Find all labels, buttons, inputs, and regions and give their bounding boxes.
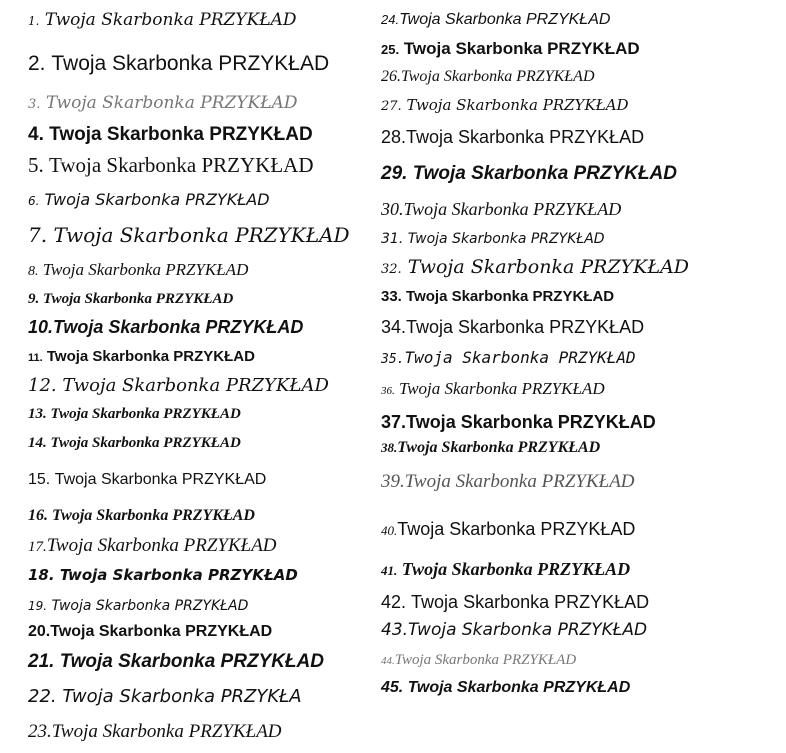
sample-text: Twoja Skarbonka PRZYKŁAD	[53, 317, 304, 337]
sample-row-16	[28, 508, 255, 524]
sample-number: 45.	[381, 679, 404, 696]
sample-row-29	[381, 164, 677, 183]
sample-number: 7.	[28, 223, 48, 247]
sample-number: 17.	[28, 539, 47, 555]
sample-row-20	[28, 624, 272, 640]
sample-number: 3.	[28, 97, 41, 112]
sample-text: Twoja Skarbonka PRZYKŁAD	[50, 623, 273, 640]
sample-row-17	[28, 536, 277, 555]
sample-number: 35.	[381, 352, 405, 367]
sample-text: Twoja Skarbonka PRZYKŁAD	[397, 519, 636, 539]
sample-row-12	[28, 377, 329, 395]
sample-row-9	[28, 292, 233, 307]
sample-row-25	[381, 40, 640, 57]
sample-number: 8.	[28, 264, 39, 279]
sample-number: 33.	[381, 288, 402, 305]
sample-text: Twoja Skarbonka PRZYKŁAD	[49, 153, 314, 177]
sample-row-8	[28, 261, 248, 279]
sample-text: Twoja Skarbonka PRZYKŁAD	[43, 291, 234, 307]
sample-row-40	[381, 520, 635, 538]
sample-text: Twoja Skarbonka PRZYKŁAD	[59, 566, 298, 584]
sample-number: 19.	[28, 599, 48, 613]
sample-number: 22.	[28, 686, 57, 707]
sample-number: 40.	[381, 523, 398, 538]
sample-text: Twoja Skarbonka PRZYKŁAD	[399, 11, 611, 28]
sample-number: 28.	[381, 127, 407, 147]
sample-number: 11.	[28, 352, 43, 364]
sample-number: 4.	[28, 124, 44, 145]
sample-row-11	[28, 349, 255, 364]
sample-number: 25.	[381, 42, 400, 57]
sample-text: Twoja Skarbonka PRZYKŁAD	[46, 348, 255, 365]
sample-row-28	[381, 128, 644, 146]
sample-number: 5.	[28, 153, 44, 177]
sample-text: Twoja Skarbonka PRZYKŁAD	[412, 163, 677, 184]
sample-row-43	[381, 622, 647, 639]
sample-number: 6.	[28, 194, 40, 208]
sample-text: Twoja Skarbonka PRZYKŁAD	[406, 288, 615, 305]
sample-number: 32.	[381, 262, 402, 277]
sample-row-19	[28, 599, 248, 613]
sample-row-14	[28, 436, 241, 451]
sample-row-26	[381, 69, 595, 85]
sample-text: Twoja Skarbonka PRZYKŁAD	[404, 348, 636, 367]
sample-text: Twoja Skarbonka PRZYKŁAD	[53, 223, 350, 247]
sample-number: 43.	[381, 620, 409, 640]
sample-text: Twoja Skarbonka PRZYKŁAD	[403, 39, 640, 58]
sample-row-27	[381, 98, 629, 113]
sample-row-10	[28, 318, 303, 336]
sample-text: Twoja Skarbonka PRZYKŁAD	[399, 379, 605, 398]
sample-text: Twoja Skarbonka PRZYKŁAD	[54, 471, 267, 488]
sample-number: 9.	[28, 291, 40, 307]
sample-text: Twoja Skarbonka PRZYKŁAD	[407, 231, 605, 247]
sample-row-38	[381, 440, 600, 456]
sample-row-37	[381, 413, 656, 431]
sample-row-42	[381, 593, 649, 611]
sample-text: Twoja Skarbonka PRZYKŁAD	[51, 598, 249, 614]
sample-number: 21.	[28, 651, 55, 672]
sample-row-34	[381, 318, 644, 336]
sample-number: 23.	[28, 721, 52, 742]
sample-row-31	[381, 232, 605, 246]
sample-number: 16.	[28, 507, 48, 524]
sample-row-32	[381, 258, 689, 277]
sample-number: 41.	[381, 563, 398, 578]
sample-row-45	[381, 680, 630, 696]
sample-text: Twoja Skarbonka PRZYKŁAD	[404, 471, 635, 492]
sample-text: Twoja Skarbonka PRZYKŁAD	[51, 52, 330, 75]
sample-number: 18.	[28, 566, 55, 584]
sample-row-13	[28, 407, 241, 422]
sample-text: Twoja Skarbonka PRZYKŁAD	[408, 620, 648, 640]
sample-row-44	[381, 653, 576, 668]
sample-number: 14.	[28, 435, 47, 451]
sample-number: 42.	[381, 592, 407, 612]
sample-row-39	[381, 472, 635, 491]
sample-row-24	[381, 12, 610, 28]
sample-row-21	[28, 652, 324, 671]
sample-text: Twoja Skarbonka PRZYKŁAD	[59, 651, 324, 672]
sample-number: 10.	[28, 317, 54, 337]
sample-text: Twoja Skarbonka PRZYKŁAD	[50, 406, 241, 422]
sample-text: Twoja Skarbonka PRZYKŁAD	[401, 559, 631, 579]
sample-text: Twoja Skarbonka PRZYKŁAD	[401, 68, 595, 85]
sample-text: Twoja Skarbonka PRZYKŁAD	[44, 190, 270, 209]
sample-text: Twoja Skarbonka PRZYKŁAD	[42, 260, 249, 279]
sample-row-7	[28, 225, 350, 245]
sample-row-22	[28, 688, 302, 706]
sample-number: 31.	[381, 231, 404, 247]
sample-number: 34.	[381, 317, 407, 337]
sample-text: Twoja Skarbonka PRZYKŁAD	[62, 375, 329, 396]
sample-row-41	[381, 560, 630, 578]
sample-text: Twoja Skarbonka PRZYKŁAD	[406, 412, 656, 432]
sample-text: Twoja Skarbonka PRZYKŁAD	[394, 652, 577, 668]
sample-text: Twoja Skarbonka PRZYKŁAD	[406, 96, 629, 114]
sample-row-35	[381, 350, 636, 366]
sample-number: 36.	[381, 385, 395, 397]
sample-number: 24.	[381, 12, 400, 27]
sample-row-3	[28, 95, 298, 112]
sample-row-30	[381, 200, 621, 218]
sample-number: 37.	[381, 412, 407, 432]
sample-text: Twoja Skarbonka PRZYKŁAD	[51, 721, 282, 742]
sample-number: 38.	[381, 440, 398, 455]
sample-row-33	[381, 289, 614, 304]
sample-number: 29.	[381, 163, 408, 184]
sample-text: Twoja Skarbonka PRZYKŁAD	[44, 10, 297, 30]
sample-row-15	[28, 472, 266, 488]
sample-number: 30.	[381, 199, 404, 219]
sample-number: 44.	[381, 655, 395, 667]
sample-row-4	[28, 125, 313, 144]
sample-text: Twoja Skarbonka PRZYKŁAD	[407, 679, 631, 696]
sample-text: Twoja Skarbonka PRZYKŁAD	[406, 317, 645, 337]
sample-row-18	[28, 568, 298, 583]
sample-text: Twoja Skarbonka PRZYKŁAD	[45, 93, 298, 113]
sample-text: Twoja Skarbonka PRZYKŁAD	[411, 592, 650, 612]
sample-number: 20.	[28, 623, 51, 640]
sample-number: 27.	[381, 99, 402, 114]
sample-text: Twoja Skarbonka PRZYKŁAD	[52, 507, 255, 524]
sample-text: Twoja Skarbonka PRZYKŁAD	[46, 535, 277, 556]
sample-text: Twoja Skarbonka PRZYKŁAD	[49, 124, 313, 145]
sample-text: Twoja Skarbonka PRZYKŁAD	[403, 199, 622, 219]
sample-row-23	[28, 722, 282, 741]
sample-number: 26.	[381, 68, 401, 85]
sample-number: 2.	[28, 52, 46, 75]
sample-number: 1.	[28, 14, 40, 28]
sample-text: Twoja Skarbonka PRZYKŁAD	[407, 256, 690, 278]
sample-text: Twoja Skarbonka PRZYKŁAD	[406, 127, 645, 147]
sample-number: 39.	[381, 471, 405, 492]
sample-row-5	[28, 155, 314, 176]
sample-number: 13.	[28, 406, 47, 422]
sample-text: Twoja Skarbonka PRZYKŁAD	[50, 435, 241, 451]
sample-row-1	[28, 12, 297, 29]
sample-number: 15.	[28, 471, 51, 488]
sample-row-36	[381, 380, 605, 397]
sample-text: Twoja Skarbonka PRZYKŁAD	[397, 439, 601, 456]
sample-row-2	[28, 53, 329, 74]
sample-number: 12.	[28, 375, 57, 396]
sample-row-6	[28, 192, 270, 208]
sample-text: Twoja Skarbonka PRZYKŁA	[62, 686, 302, 707]
